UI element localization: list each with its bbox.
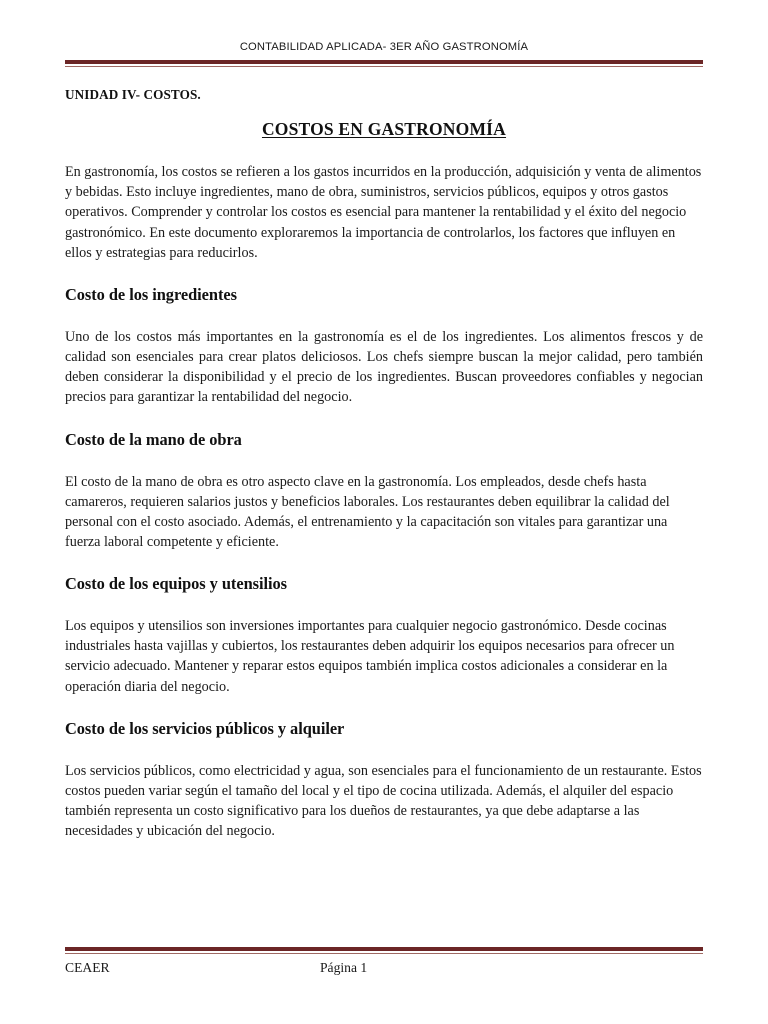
footer-page-number: Página 1 [320, 960, 368, 975]
section-heading: Costo de los equipos y utensilios [65, 574, 287, 594]
unit-label: UNIDAD IV- COSTOS. [65, 87, 201, 103]
section-mano-de-obra [65, 430, 703, 553]
running-header-title: CONTABILIDAD APLICADA- 3ER AÑO GASTRONOMÍA [239, 41, 529, 53]
section-paragraph: Los equipos y utensilios son inversiones importantes para cualquier negocio gastronómico. Desde cocinas industriales hasta vajillas y cubiertos, los restaurantes deben adquirir los equipos necesarios para ofrecer un servicio adecuado. Mantener y reparar estos equipos también implica costos adicionales a considerar en la operación diaria del negocio. [65, 618, 675, 695]
footer-row [65, 954, 703, 976]
section-paragraph: El costo de la mano de obra es otro aspecto clave en la gastronomía. Los empleados, desde chefs hasta camareros, requieren salarios justos y beneficios laborales. Los restaurantes deben equilibrar la calidad del personal con el costo asociado. Además, el entrenamiento y la capacitación son vitales para garantizar una fuerza laboral competente y eficiente. [65, 473, 670, 550]
document-footer [65, 942, 703, 976]
page-title: COSTOS EN GASTRONOMÍA [261, 119, 507, 140]
footer-organization: CEAER [65, 960, 110, 975]
intro-paragraph: En gastronomía, los costos se refieren a los gastos incurridos en la producción, adquisición y venta de alimentos y bebidas. Esto incluye ingredientes, mano de obra, suministros, servicios públicos, equipos y otros gastos operativos. Comprender y controlar los costos es esencial para mantener la rentabilidad y el éxito del negocio gastronómico. En este documento exploraremos la importancia de controlarlos, los factores que influyen en ellos y estrategias para reducirlos. [65, 164, 702, 261]
section-heading: Costo de la mano de obra [65, 429, 242, 449]
section-servicios-publicos-alquiler [65, 719, 703, 842]
section-heading: Costo de los servicios públicos y alquiler [65, 718, 345, 738]
footer-divider-rule [65, 947, 703, 954]
document-body [65, 67, 703, 841]
section-paragraph: Los servicios públicos, como electricidad y agua, son esenciales para el funcionamiento de un restaurante. Estos costos pueden variar según el tamaño del local y el tipo de cocina utilizada. Además, el alquiler del espacio también representa un costo significativo para los dueños de restaurantes, ya que debe adaptarse a las necesidades y ubicación del negocio. [65, 762, 702, 840]
section-ingredientes [65, 285, 703, 408]
section-equipos-utensilios [65, 574, 703, 697]
section-paragraph: Uno de los costos más importantes en la gastronomía es el de los ingredientes. Los alimentos frescos y de calidad son esenciales para crear platos deliciosos. Los chefs siempre buscan la mejor calidad, pero también deben considerar la disponibilidad y el precio de los ingredientes. Buscan proveedores confiables y negocian precios para garantizar la rentabilidad del negocio. [65, 328, 703, 406]
document-header [65, 0, 703, 67]
header-divider-rule [65, 60, 703, 67]
section-heading: Costo de los ingredientes [65, 284, 237, 304]
